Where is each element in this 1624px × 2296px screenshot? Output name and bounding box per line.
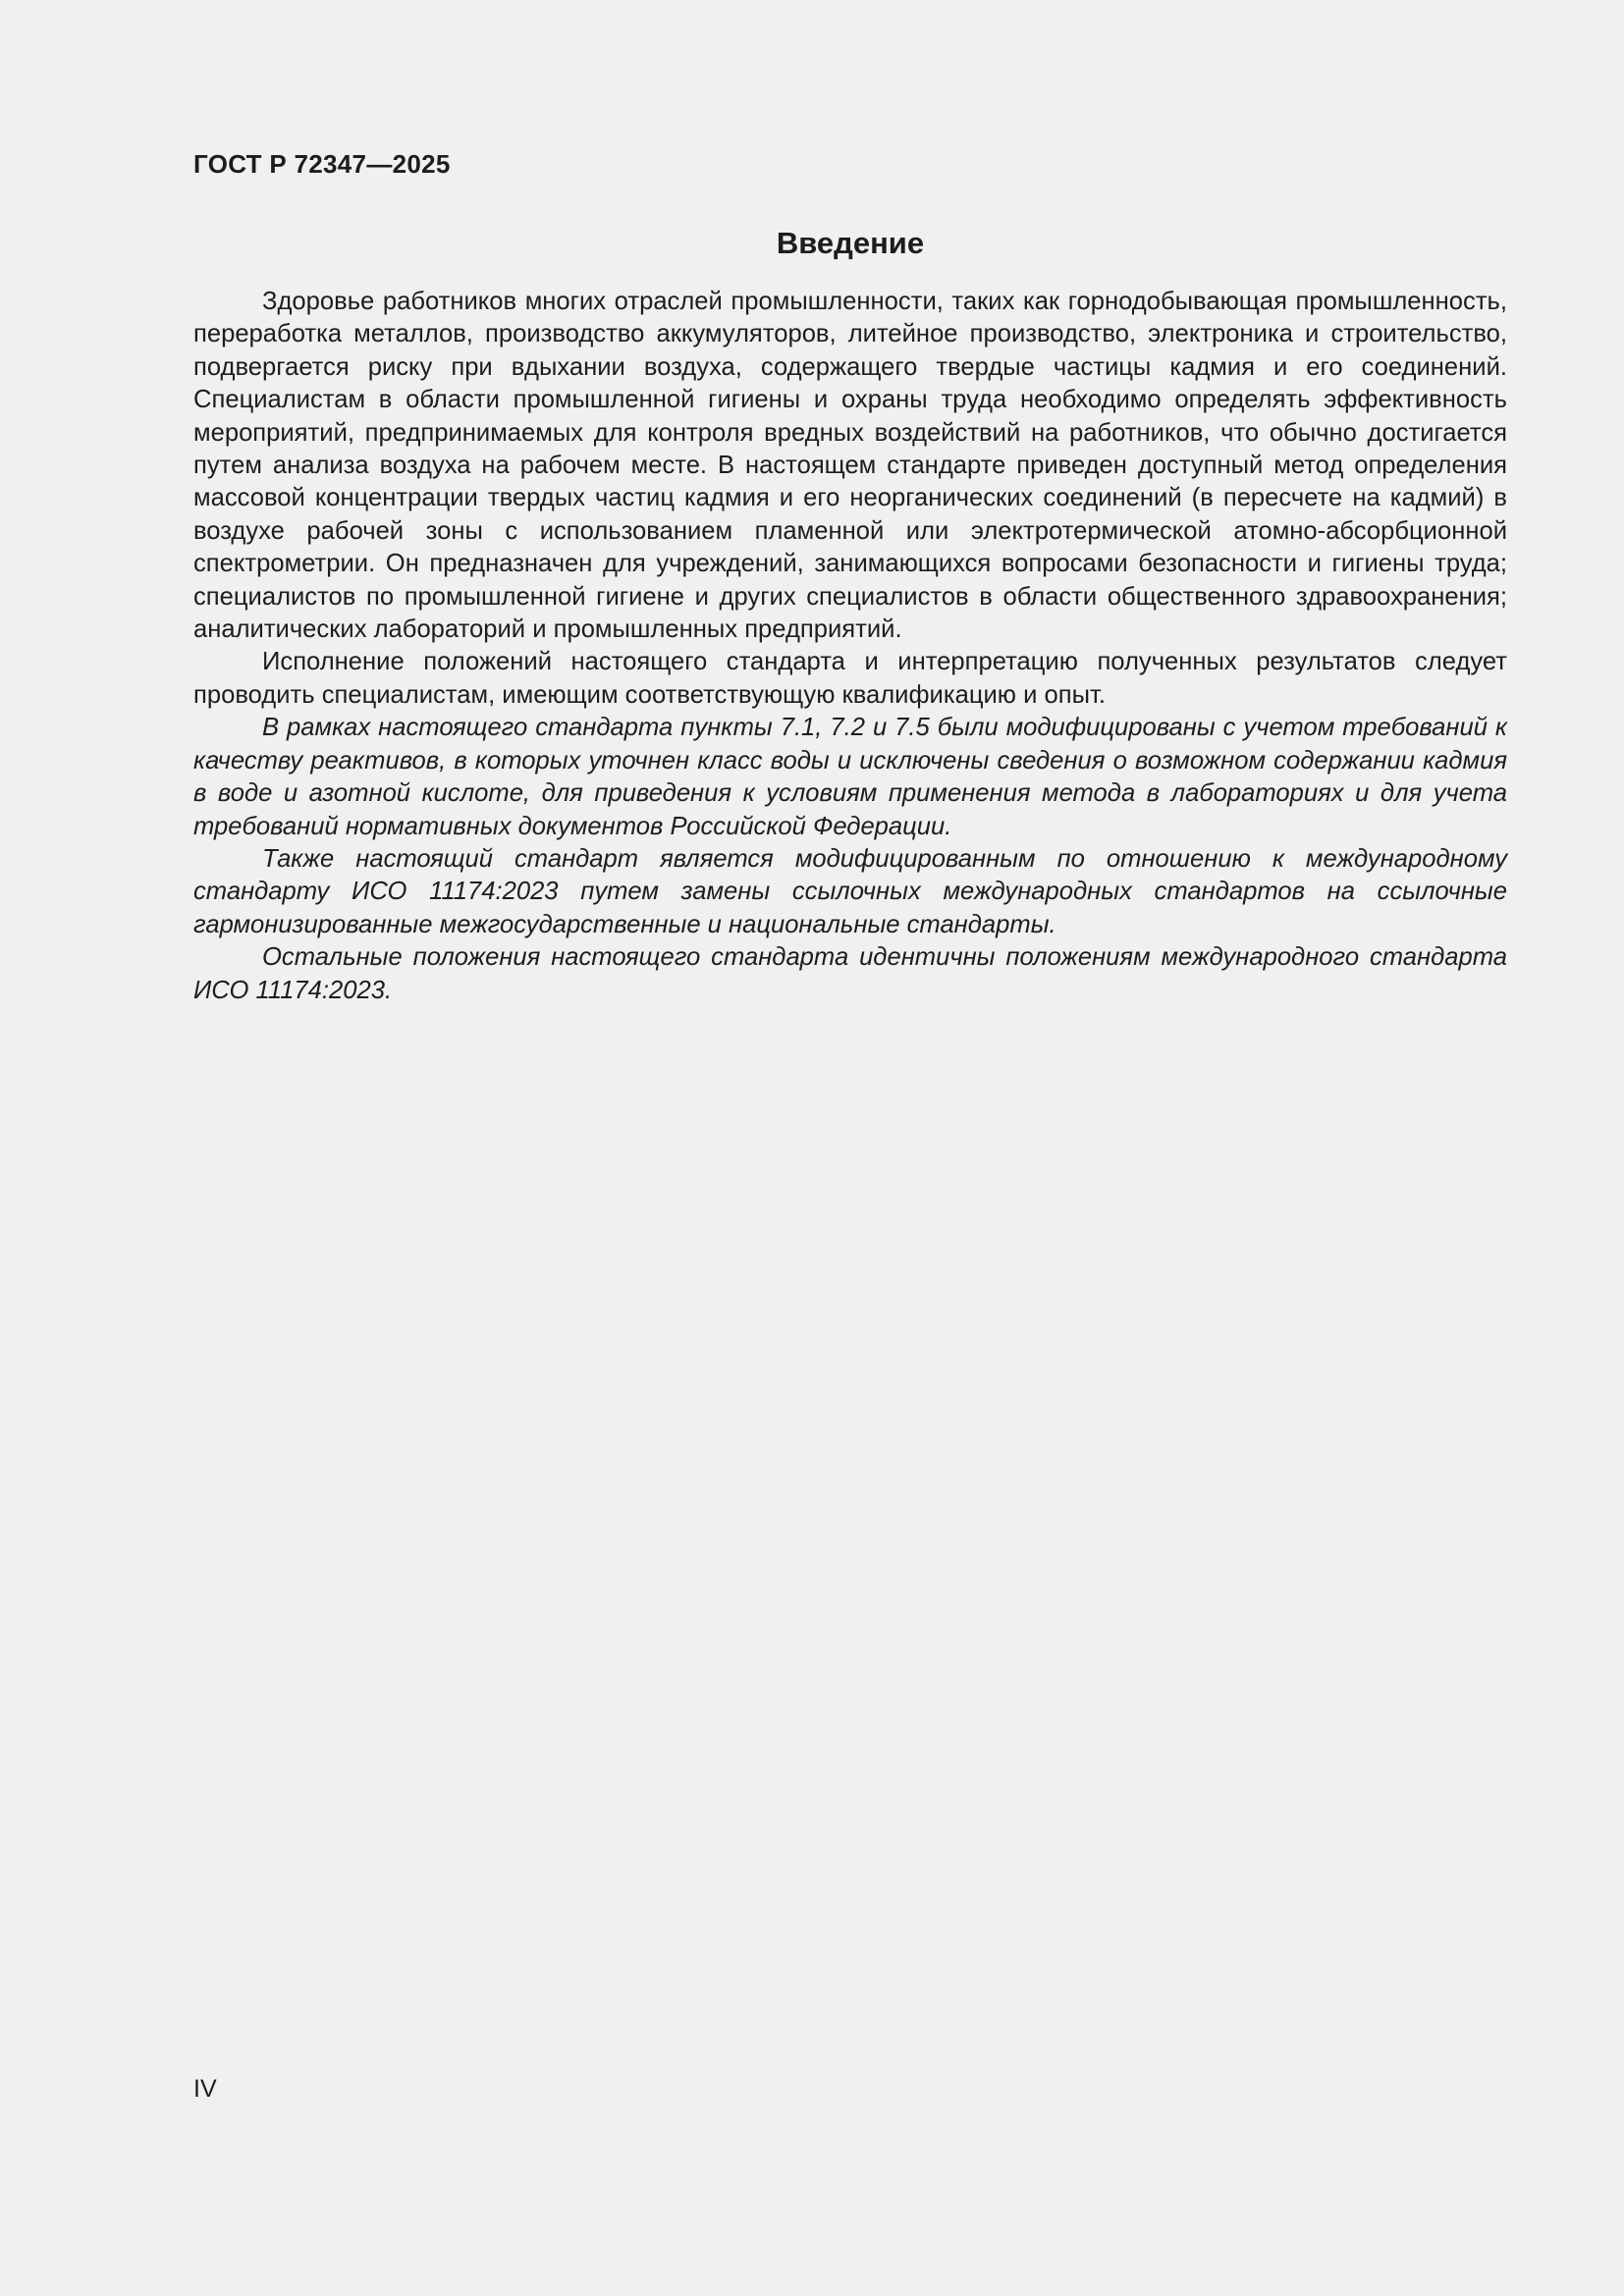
section-title: Введение (776, 226, 925, 260)
paragraph-italic: Остальные положения настоящего стандарта идентичны положениям международного стандарта ИСО 11174:2023. (193, 943, 1507, 1004)
section-body (193, 286, 1507, 1007)
paragraph-italic: В рамках настоящего стандарта пункты 7.1, 7.2 и 7.5 были модифицированы с учетом требований к качеству реактивов, в которых уточнен класс воды и исключены сведения о возможном содержании кадмия в воде и азотной кислоте, для приведения к условиям применения метода в лабораториях и для учета требований нормативных документов Российской Федерации. (193, 714, 1507, 840)
paragraph-italic: Также настоящий стандарт является модифицированным по отношению к международному стандарту ИСО 11174:2023 путем замены ссылочных международных стандартов на ссылочные гармонизированные межгосударственные и национальные стандарты. (193, 844, 1507, 938)
paragraph: Здоровье работников многих отраслей промышленности, таких как горнодобывающая промышленность, переработка металлов, производство аккумуляторов, литейное производство, электроника и строительство, подвергается риску при вдыхании воздуха, содержащего твердые частицы кадмия и его соединений. Специалистам в области промышленной гигиены и охраны труда необходимо определять эффективность мероприятий, предпринимаемых для контроля вредных воздействий на работников, что обычно достигается путем анализа воздуха на рабочем месте. В настоящем стандарте приведен доступный метод определения массовой концентрации твердых частиц кадмия и его неорганических соединений (в пересчете на кадмий) в воздухе рабочей зоны с использованием пламенной или электротермической атомно-абсорбционной спектрометрии. Он предназначен для учреждений, занимающихся вопросами безопасности и гигиены труда; специалистов по промышленной гигиене и других специалистов в области общественного здравоохранения; аналитических лабораторий и промышленных предприятий. (193, 288, 1507, 644)
document-code: ГОСТ Р 72347—2025 (193, 149, 451, 179)
paragraph: Исполнение положений настоящего стандарта и интерпретацию полученных результатов следует проводить специалистам, имеющим соответствующую квалификацию и опыт. (193, 648, 1507, 709)
page-number: IV (193, 2075, 217, 2103)
